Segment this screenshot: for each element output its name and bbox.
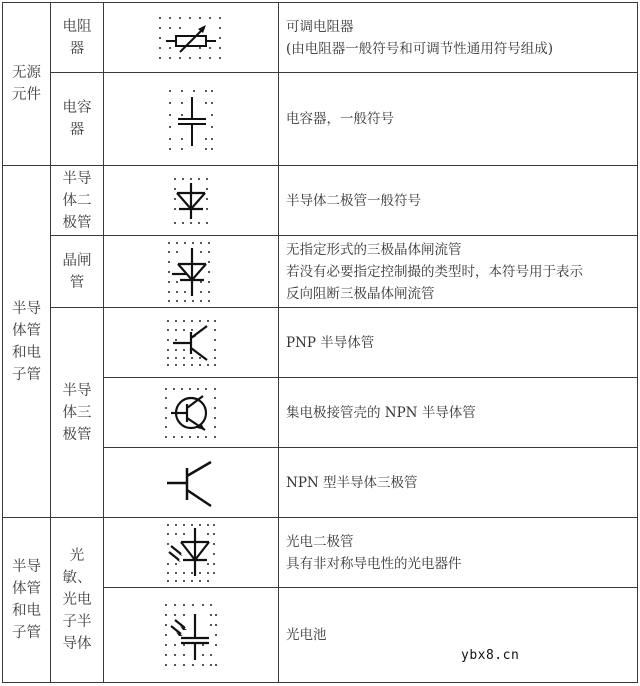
description-cell xyxy=(279,166,638,236)
category-cell xyxy=(51,166,104,236)
description-cell xyxy=(279,518,638,588)
symbol-cell xyxy=(104,448,279,518)
photocell-symbol-icon xyxy=(163,602,219,668)
category-label: 电阻器 xyxy=(62,18,92,57)
group-label: 半导体管和电子管 xyxy=(12,559,41,641)
npn-transistor-symbol-icon xyxy=(165,458,217,508)
description-cell xyxy=(279,378,638,448)
category-cell xyxy=(51,518,104,683)
description-line: 集电极接管壳的 NPN 半导体管 xyxy=(286,404,476,421)
description-line: 光电池 xyxy=(286,627,327,643)
category-label: 半导体二极管 xyxy=(62,170,92,231)
description-line: 半导体二极管一般符号 xyxy=(286,192,421,209)
watermark: ybx8.cn xyxy=(461,648,520,663)
description-cell xyxy=(279,588,638,683)
category-label: 光敏、光电子半导体 xyxy=(62,548,92,652)
description-line: 反向阻断三极晶体闸流管 xyxy=(286,285,435,302)
category-cell xyxy=(51,236,104,308)
npn-transistor-enclosure-symbol-icon xyxy=(163,386,219,440)
description-line: (由电阻器一般符号和可调节性通用符号组成) xyxy=(286,40,554,57)
category-cell xyxy=(51,73,104,166)
description-cell xyxy=(279,236,638,308)
description-line: 具有非对称导电性的光电器件 xyxy=(286,555,462,572)
description-line: 无指定形式的三极晶体闸流管 xyxy=(286,241,462,258)
description-cell xyxy=(279,73,638,166)
symbol-cell xyxy=(104,73,279,166)
category-label: 半导体三极管 xyxy=(62,382,92,443)
category-label: 晶闸管 xyxy=(62,252,92,291)
group-semiconductor-tubes-optical xyxy=(3,518,51,683)
category-cell xyxy=(51,3,104,73)
description-line: 可调电阻器 xyxy=(286,18,354,35)
description-cell xyxy=(279,308,638,378)
component-symbol-table xyxy=(2,2,638,683)
symbol-cell xyxy=(104,236,279,308)
symbol-cell xyxy=(104,378,279,448)
symbol-cell xyxy=(104,3,279,73)
symbol-cell xyxy=(104,588,279,683)
description-line: PNP 半导体管 xyxy=(286,334,375,351)
capacitor-symbol-icon xyxy=(166,87,216,151)
variable-resistor-symbol-icon xyxy=(156,14,226,62)
description-line: 电容器，一般符号 xyxy=(286,111,394,127)
description-line: 光电二极管 xyxy=(286,533,354,550)
description-cell xyxy=(279,3,638,73)
group-label: 无源元件 xyxy=(12,65,41,103)
symbol-cell xyxy=(104,518,279,588)
description-line: NPN 型半导体三极管 xyxy=(286,474,418,491)
photodiode-symbol-icon xyxy=(165,522,217,584)
thyristor-symbol-icon xyxy=(166,240,216,304)
category-cell xyxy=(51,308,104,518)
category-label: 电容器 xyxy=(62,100,92,138)
group-semiconductor-tubes xyxy=(3,166,51,518)
description-line: 若没有必要指定控制撮的类型时，本符号用于表示 xyxy=(286,263,583,280)
description-cell xyxy=(279,448,638,518)
symbol-cell xyxy=(104,166,279,236)
group-passive-components xyxy=(3,3,51,166)
diode-symbol-icon xyxy=(171,175,211,227)
symbol-cell xyxy=(104,308,279,378)
group-label: 半导体管和电子管 xyxy=(12,300,41,383)
pnp-transistor-symbol-icon xyxy=(165,318,217,368)
